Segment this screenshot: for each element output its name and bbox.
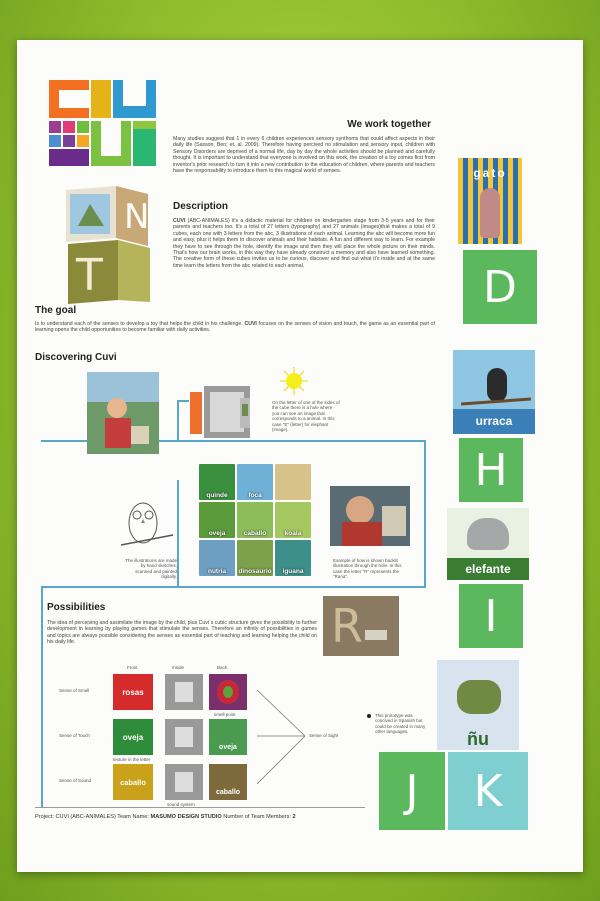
- footer: [35, 814, 296, 820]
- elephant-shape: [467, 518, 509, 550]
- r-cube-photo: [323, 596, 399, 656]
- grid-cell: [275, 540, 311, 576]
- description-brand: CUVI: [173, 218, 186, 224]
- bird-shape: [487, 368, 507, 402]
- cube-word: rosas: [122, 687, 144, 697]
- sight-lines: [257, 688, 307, 788]
- members-count: 2: [292, 814, 296, 820]
- card-gato: [458, 158, 522, 244]
- gato-label: gato: [473, 166, 507, 180]
- grid-cell: [237, 502, 273, 538]
- connector-line: [177, 400, 179, 442]
- possibilities-title: Possibilities: [47, 602, 106, 613]
- cat-shape: [480, 188, 500, 238]
- tile-D: D: [463, 250, 537, 324]
- bullet-dot: [367, 714, 371, 718]
- grid-cell: [199, 464, 235, 500]
- grid-label: quinde: [206, 492, 228, 499]
- wildebeest-shape: [457, 680, 501, 714]
- connector-line: [424, 440, 426, 588]
- grid-cell: [275, 502, 311, 538]
- tile-I: I: [459, 584, 523, 648]
- cube-inside: [165, 764, 203, 800]
- animal-grid: [199, 464, 313, 578]
- child-photo-2: [330, 486, 410, 546]
- grid-cell: [237, 464, 273, 500]
- cube-back-rose: [209, 674, 247, 710]
- members-label: Number of Team Members:: [223, 814, 291, 820]
- note-sound: sound system: [167, 802, 195, 807]
- urraca-label: urraca: [453, 409, 535, 434]
- col-front: Front: [127, 665, 138, 670]
- connector-line: [41, 586, 426, 588]
- cube-word: caballo: [120, 777, 146, 787]
- sun-icon: [280, 367, 308, 395]
- grid-label: iguana: [282, 568, 304, 575]
- svg-text:T: T: [76, 250, 103, 301]
- sense-touch: Sense of Touch: [59, 733, 90, 738]
- cube-front-rosas: [113, 674, 153, 710]
- cube-front-oveja: [113, 719, 153, 755]
- grid-label: nutria: [207, 568, 227, 575]
- col-back: Back: [217, 665, 228, 670]
- caption-hole: On the letter of one of the sides of the cube there is a hole where you can see an image that corresponds to a animal. In this case "E" (letter) for elephant (image).: [272, 400, 340, 433]
- svg-text:N: N: [124, 197, 150, 237]
- goal-body: [35, 321, 435, 334]
- owl-sketch: [117, 495, 175, 555]
- grid-cell: [199, 540, 235, 576]
- caption-illustrations: The illustrations are made by hand sketches, scanned and painted digitally.: [125, 558, 177, 580]
- tile-H: H: [459, 438, 523, 502]
- note-smell-point: smell point: [214, 712, 236, 717]
- nu-label: ñu: [467, 728, 489, 749]
- grid-cell: [237, 540, 273, 576]
- sense-sight: Sense of Sight: [309, 733, 339, 738]
- team-name: MASUMO DESIGN STUDIO: [150, 814, 222, 820]
- note-texture: texture in the letter: [113, 757, 151, 762]
- col-inside: Inside: [172, 665, 185, 670]
- cube-photo: [66, 186, 152, 304]
- tile-K: K: [448, 752, 528, 830]
- connector-line: [177, 480, 179, 588]
- cube-word: oveja: [122, 732, 144, 742]
- cube-back-oveja: [209, 719, 247, 755]
- connector-line: [177, 400, 189, 402]
- cube-inside: [165, 719, 203, 755]
- cube-word: oveja: [219, 744, 237, 751]
- sense-sound: Sense of Sound: [59, 778, 92, 783]
- description-body: [173, 218, 435, 269]
- grid-label: dinosaurio: [238, 568, 272, 575]
- caption-backlit: Example of how is shown backlit illustration through the hole. In this case the letter "R" represents the "Rana".: [333, 558, 402, 580]
- discovering-title: Discovering Cuvi: [35, 352, 117, 363]
- goal-text-1: Is to understand each of the senses to develop a toy that helps the child in his challenge.: [35, 321, 245, 327]
- svg-text:R: R: [331, 599, 363, 653]
- tile-J: J: [379, 752, 445, 830]
- card-urraca: [453, 350, 535, 434]
- elefante-label: elefante: [447, 558, 529, 580]
- cube-word: caballo: [215, 789, 241, 796]
- card-nu: [437, 660, 519, 750]
- footer-prefix: Project: CUVI (ABC-ANIMALES) Team Name:: [35, 814, 149, 820]
- we-work-title: We work together: [347, 119, 431, 130]
- cube-section-diagram: [190, 380, 260, 442]
- grid-label: koala: [284, 530, 302, 537]
- prototype-note: This prototype was concived in Spanish but could be created in many other languages.: [375, 713, 426, 735]
- grid-cell: [275, 464, 311, 500]
- possibilities-body: The idea of perceiving and assimilate the image by the child, plus Cuvi´s cubic structure gives the possibility to further development in learning by playing games that stimulate the senses. Therefore an infinity of possibilities in games and topics are always possible considering the senses as essential part of teaching and learning helping the child on his daily life.: [47, 620, 317, 646]
- grid-label: caballo: [243, 530, 267, 537]
- connector-line: [41, 586, 43, 808]
- goal-title: The goal: [35, 305, 77, 316]
- grid-label: oveja: [208, 530, 226, 537]
- grid-cell: [199, 502, 235, 538]
- footer-rule: [35, 807, 365, 808]
- cube-back-caballo: [209, 764, 247, 800]
- goal-brand: CUVI: [244, 321, 257, 327]
- description-title: Description: [173, 201, 229, 212]
- sense-smell: Sense of Smell: [59, 688, 90, 693]
- cube-front-caballo: [113, 764, 153, 800]
- goal-text-2: focuses on the senses of vision and touch, the game as an essential part of learning opens the child opportunities to become familiar with daily activities.: [35, 321, 435, 334]
- we-work-body: Many studies suggest that 1 in every 6 children experiences sensory synthoms that could affect aspects in their daily life (Sasson, Ben; et. al. 2009). Therefore having percived no stimulation and sensory input, children with Sensory Disorders are deprived of a normal life, day by day the whole activities should be planned and carefully thought. It is important to understand that everyone is involved on this work, the creation of a toy comes first from inventor's prior research to turn it into a new contribution to the education of children, where parents and teachers have the responsability to introduce them to this magical world of senses.: [173, 136, 435, 175]
- cuvi-logo: [49, 80, 156, 166]
- cube-inside: [165, 674, 203, 710]
- card-elefante: [447, 508, 529, 580]
- grid-label: foca: [248, 492, 262, 499]
- child-photo-1: [87, 372, 159, 454]
- description-text: (ABC-ANIMALES) it's a didactic material for children on kindergarten stage from 3-5 years and for their parents and teachers too. It's a total of 27 letters (typography) and 27 animals (images)that makes a total of 9 cubes, each one with 3 letters from the abc, 3 illustrations of each animal. Learning the abc will become more fun and easy, plus it helps them to discover animals and their habitats. A fun and different way to learn. For example they have to see through the hole, identify the image and then they will place the whole picture on their minds. That's how our brain works, in this way they have already construct a memory and also have learned something. The creative form of these cubes invites us to be curious, discover and find out what it's inside and at the same time learn the letters from the abc related to each animal.: [173, 218, 435, 269]
- poster: [17, 40, 583, 872]
